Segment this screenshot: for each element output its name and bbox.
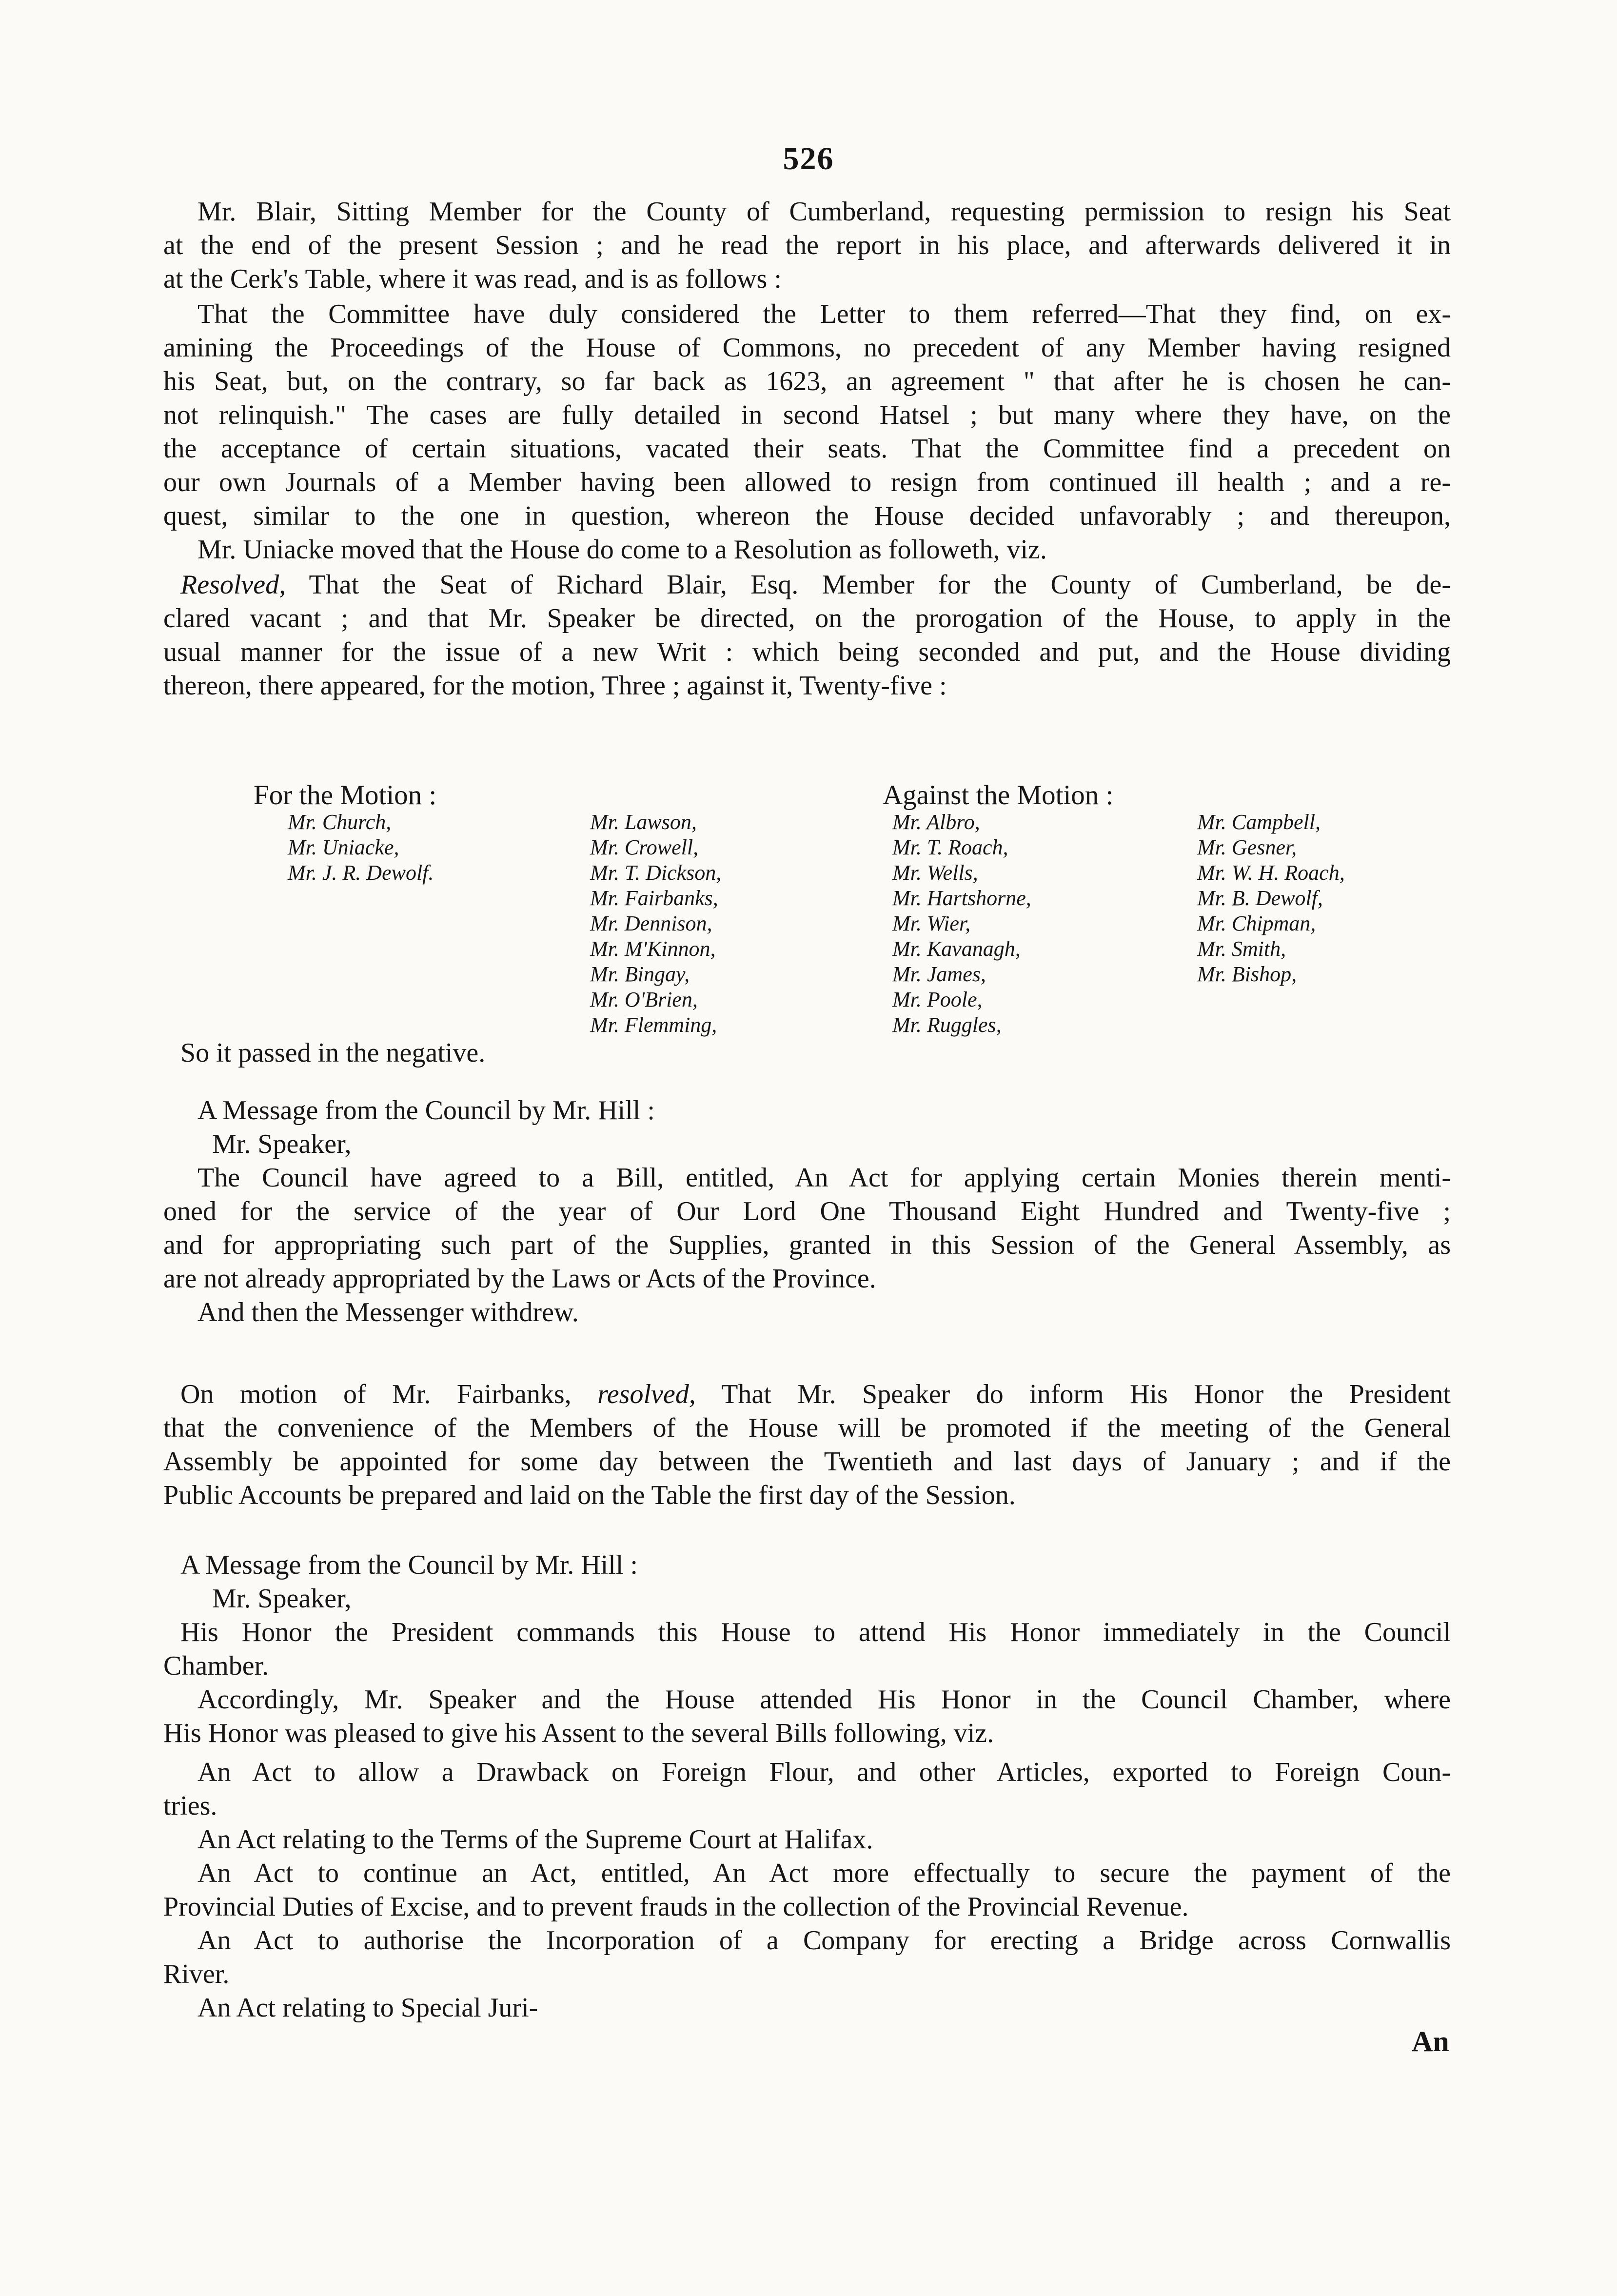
act-line: River. <box>163 1959 230 1989</box>
text-line: On motion of Mr. Fairbanks, resolved, That Mr. Speaker do inform His Honor the President <box>180 1379 1451 1409</box>
member-name: Mr. James, <box>892 962 986 986</box>
member-name: Mr. Smith, <box>1197 937 1286 961</box>
text-line: His Honor the President commands this House to attend His Honor immediately in the Council <box>180 1617 1451 1647</box>
member-name: Mr. Dennison, <box>590 911 712 935</box>
member-name: Mr. Ruggles, <box>892 1013 1002 1037</box>
text-line: at the end of the present Session ; and he read the report in his place, and afterwards delivered it in <box>163 230 1451 260</box>
member-name: Mr. Wells, <box>892 861 978 885</box>
page-number: 526 <box>783 141 834 177</box>
text-line: are not already appropriated by the Laws or Acts of the Province. <box>163 1264 876 1294</box>
message-salutation: Mr. Speaker, <box>212 1583 352 1614</box>
text-line: Mr. Uniacke moved that the House do come to a Resolution as followeth, viz. <box>197 534 1047 565</box>
act-line: An Act to allow a Drawback on Foreign Flour, and other Articles, exported to Foreign Coun- <box>197 1757 1451 1787</box>
act-line: An Act to continue an Act, entitled, An Act more effectually to secure the payment of the <box>197 1858 1451 1888</box>
resolved-label: Resolved, <box>180 570 286 600</box>
member-name: Mr. M'Kinnon, <box>590 937 716 961</box>
against-motion-column-2 <box>1197 810 1345 987</box>
text-line: at the Cerk's Table, where it was read, and is as follows : <box>163 264 782 294</box>
text-line: clared vacant ; and that Mr. Speaker be directed, on the prorogation of the House, to apply in the <box>163 603 1451 633</box>
member-name: Mr. W. H. Roach, <box>1197 861 1345 885</box>
for-motion-column-2 <box>590 810 721 1038</box>
member-name: Mr. Kavanagh, <box>892 937 1021 961</box>
act-line: An Act relating to Special Juri- <box>197 1993 538 2023</box>
member-name: Mr. Chipman, <box>1197 911 1316 935</box>
act-line: An Act to authorise the Incorporation of a Company for erecting a Bridge across Cornwallis <box>197 1925 1451 1956</box>
message-intro: A Message from the Council by Mr. Hill : <box>180 1550 638 1580</box>
council-message-2 <box>163 1548 1451 1750</box>
text-line: Accordingly, Mr. Speaker and the House attended His Honor in the Council Chamber, where <box>197 1684 1451 1715</box>
text-line: that the convenience of the Members of the House will be promoted if the meeting of the General <box>163 1413 1451 1443</box>
message-salutation: Mr. Speaker, <box>212 1129 352 1159</box>
division-headings <box>254 779 1453 813</box>
catchword: An <box>1412 2025 1449 2058</box>
member-name: Mr. Poole, <box>892 988 983 1011</box>
text-line: his Seat, but, on the contrary, so far back as 1623, an agreement " that after he is chosen he can- <box>163 366 1451 396</box>
member-name: Mr. Fairbanks, <box>590 886 718 910</box>
member-name: Mr. Hartshorne, <box>892 886 1031 910</box>
uniacke-motion-paragraph <box>163 533 1451 567</box>
act-line: tries. <box>163 1791 217 1821</box>
member-name: Mr. J. R. Dewolf. <box>288 861 434 885</box>
member-name: Mr. Campbell, <box>1197 810 1321 834</box>
text-line: thereon, there appeared, for the motion, Three ; against it, Twenty-five : <box>163 671 947 701</box>
text-line: Mr. Blair, Sitting Member for the County of Cumberland, requesting permission to resign his Seat <box>197 197 1451 227</box>
member-name: Mr. Wier, <box>892 911 971 935</box>
for-motion-heading: For the Motion : <box>254 780 437 811</box>
text-line: Resolved, That the Seat of Richard Blair, Esq. Member for the County of Cumberland, be de- <box>180 570 1451 600</box>
member-name: Mr. Bishop, <box>1197 962 1297 986</box>
council-message-1 <box>163 1094 1451 1329</box>
against-motion-heading: Against the Motion : <box>883 780 1114 811</box>
member-name: Mr. Lawson, <box>590 810 697 834</box>
member-name: Mr. T. Roach, <box>892 835 1008 859</box>
member-name: Mr. Albro, <box>892 810 980 834</box>
text-line: That the Committee have duly considered the Letter to them referred—That they find, on ex- <box>197 299 1451 329</box>
text-line: usual manner for the issue of a new Writ : which being seconded and put, and the House dividing <box>163 637 1451 667</box>
message-intro: A Message from the Council by Mr. Hill : <box>197 1095 655 1126</box>
text-line: and for appropriating such part of the Supplies, granted in this Session of the General Assembly, as <box>163 1230 1451 1260</box>
fairbanks-motion-paragraph <box>163 1378 1451 1512</box>
text-line: Public Accounts be prepared and laid on the Table the first day of the Session. <box>163 1480 1016 1510</box>
blair-request-paragraph <box>163 195 1451 296</box>
act-line: An Act relating to the Terms of the Supreme Court at Halifax. <box>197 1824 873 1855</box>
committee-report-paragraph <box>163 297 1451 533</box>
against-motion-column-1 <box>892 810 1031 1038</box>
text-line: not relinquish." The cases are fully detailed in second Hatsel ; but many where they have, on the <box>163 400 1451 430</box>
member-name: Mr. Uniacke, <box>288 835 399 859</box>
for-motion-column-1 <box>288 810 434 886</box>
text-line: Chamber. <box>163 1651 269 1681</box>
member-name: Mr. Crowell, <box>590 835 699 859</box>
text-line: The Council have agreed to a Bill, entitled, An Act for applying certain Monies therein menti- <box>197 1163 1451 1193</box>
member-name: Mr. B. Dewolf, <box>1197 886 1323 910</box>
text-line: our own Journals of a Member having been allowed to resign from continued ill health ; and a re- <box>163 467 1451 497</box>
negative-result <box>163 1036 1451 1070</box>
act-line: Provincial Duties of Excise, and to prevent frauds in the collection of the Provincial Revenue. <box>163 1892 1189 1922</box>
member-name: Mr. T. Dickson, <box>590 861 722 885</box>
member-name: Mr. Gesner, <box>1197 835 1297 859</box>
member-name: Mr. O'Brien, <box>590 988 698 1011</box>
member-name: Mr. Flemming, <box>590 1013 717 1037</box>
member-name: Mr. Church, <box>288 810 392 834</box>
text-line: the acceptance of certain situations, vacated their seats. That the Committee find a precedent on <box>163 434 1451 464</box>
acts-list <box>163 1756 1451 2025</box>
text-line: oned for the service of the year of Our Lord One Thousand Eight Hundred and Twenty-five ; <box>163 1196 1451 1227</box>
resolution-paragraph <box>163 568 1451 703</box>
text-line: quest, similar to the one in question, whereon the House decided unfavorably ; and thereupon, <box>163 501 1451 531</box>
text-line: Assembly be appointed for some day between the Twentieth and last days of January ; and if the <box>163 1446 1451 1477</box>
text-line: His Honor was pleased to give his Assent to the several Bills following, viz. <box>163 1718 994 1748</box>
messenger-withdrew: And then the Messenger withdrew. <box>197 1297 579 1327</box>
member-name: Mr. Bingay, <box>590 962 690 986</box>
text-line: So it passed in the negative. <box>180 1038 486 1068</box>
text-line: amining the Proceedings of the House of Commons, no precedent of any Member having resigned <box>163 333 1451 363</box>
